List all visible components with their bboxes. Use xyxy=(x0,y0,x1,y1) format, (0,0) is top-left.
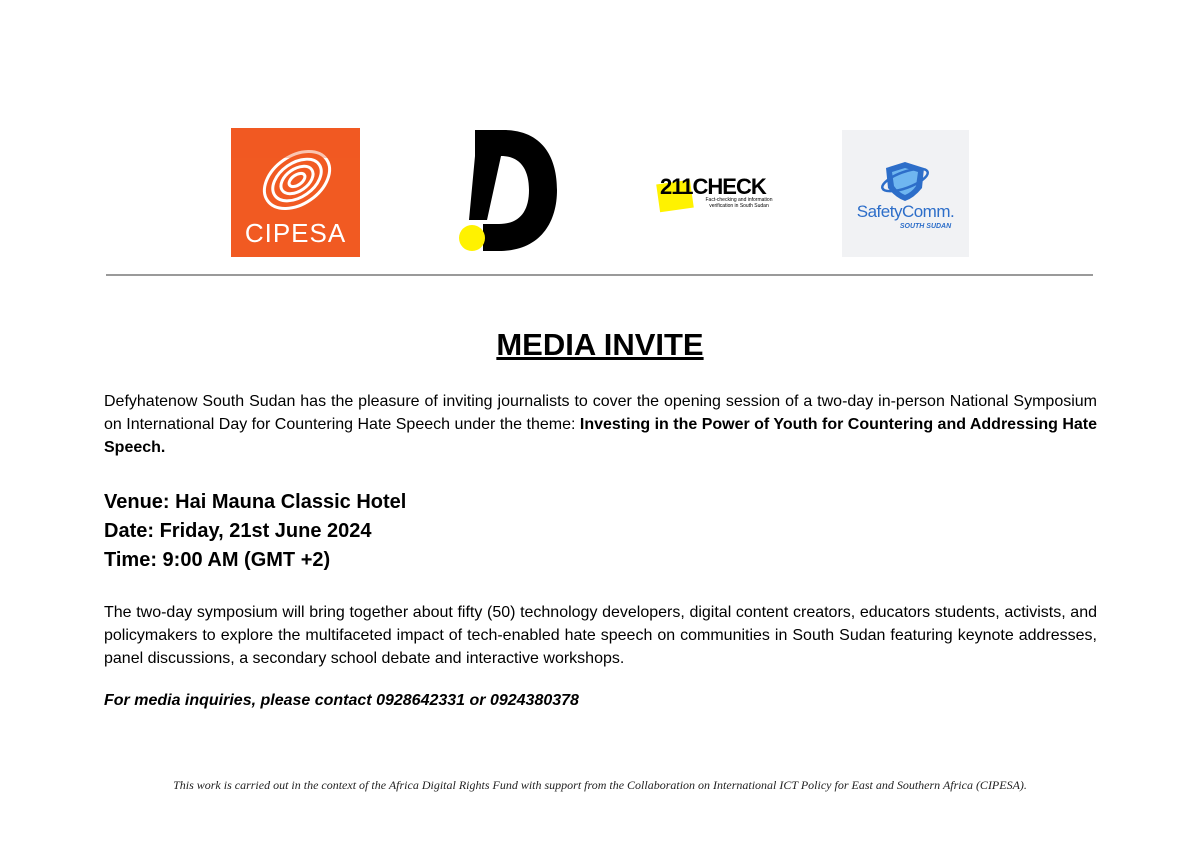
header-divider xyxy=(106,274,1093,276)
page-title: MEDIA INVITE xyxy=(496,327,704,362)
footer-note: This work is carried out in the context of the Africa Digital Rights Fund with support from the Collaboration on International ICT Policy for East and Southern Africa (CIPESA). xyxy=(173,778,1027,792)
intro-theme: Investing in the Power of Youth for Countering and Addressing Hate Speech. xyxy=(104,416,1097,456)
211check-wordmark: 211CHECK xyxy=(660,174,766,199)
cipesa-logo xyxy=(231,128,360,257)
description-paragraph: The two-day symposium will bring together about fifty (50) technology developers, digital content creators, educators students, activists, and policymakers to explore the multifaceted impact of tech-enabled hate speech on communities in South Sudan featuring keynote addresses, panel discussions, a secondary school debate and interactive workshops. xyxy=(104,604,1097,667)
211check-tagline: Fact-checking and information verification in South Sudan xyxy=(705,197,773,209)
cipesa-wordmark: CIPESA xyxy=(244,218,347,248)
safetycomm-subtitle: SOUTH SUDAN xyxy=(899,223,952,230)
211check-logo xyxy=(658,170,786,214)
safetycomm-wordmark: SafetyComm. xyxy=(856,202,955,221)
intro-paragraph xyxy=(104,390,1097,459)
date-line: Date: Friday, 21st June 2024 xyxy=(104,520,372,542)
safetycomm-logo xyxy=(842,130,969,257)
contact-line: For media inquiries, please contact 0928642331 or 0924380378 xyxy=(104,692,579,709)
venue-line: Venue: Hai Mauna Classic Hotel xyxy=(104,491,407,513)
shield-icon xyxy=(842,130,969,202)
event-details xyxy=(104,488,406,575)
time-line: Time: 9:00 AM (GMT +2) xyxy=(104,549,331,571)
cipesa-swirl-icon xyxy=(231,128,360,228)
intro-text: Defyhatenow South Sudan has the pleasure of inviting journalists to cover the opening session of a two-day in-person National Symposium on International Day for Countering Hate Speech under the theme: xyxy=(104,393,1097,433)
defyhatenow-logo xyxy=(455,128,560,253)
